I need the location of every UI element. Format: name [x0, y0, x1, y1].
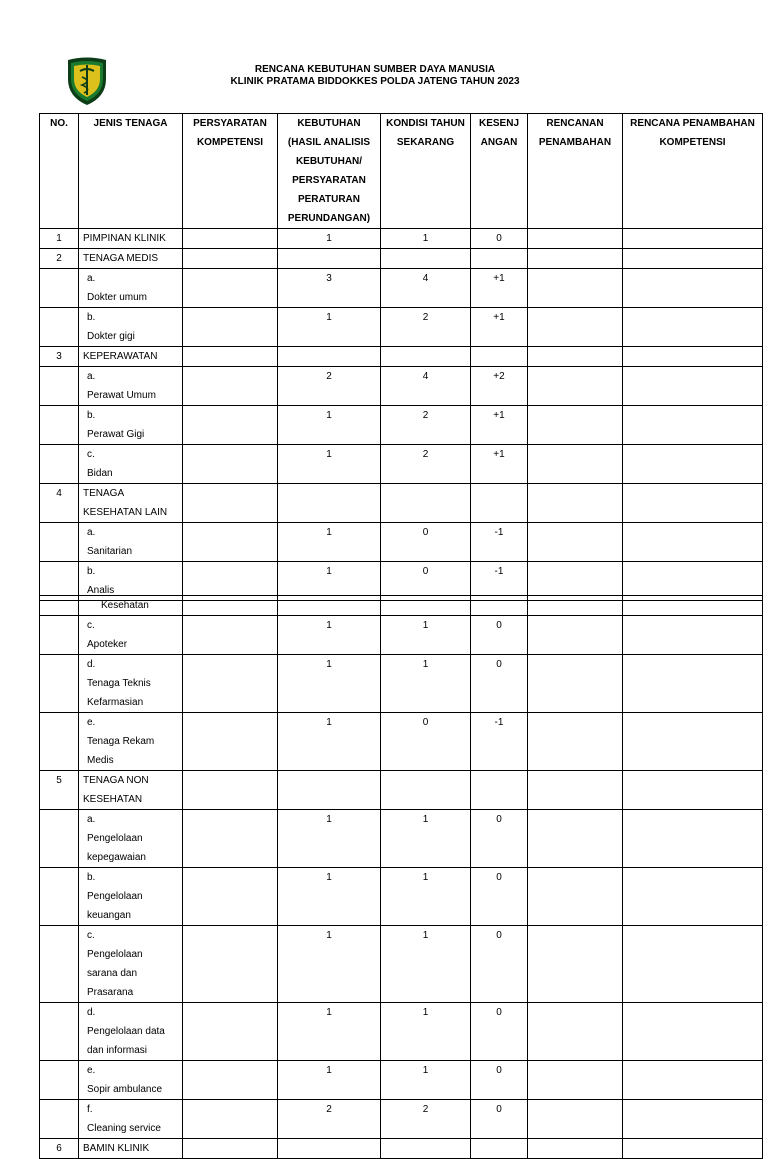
- table-row: [40, 713, 763, 771]
- cell-kesenjangan: +2: [471, 367, 528, 406]
- clinic-logo: [64, 57, 110, 107]
- cell-rencana-kompetensi: [623, 484, 763, 523]
- item-marker: a.: [87, 814, 96, 825]
- cell-rencana-penambahan: [528, 655, 623, 713]
- cell-kebutuhan: 1: [278, 445, 381, 484]
- cell-kebutuhan: [278, 771, 381, 810]
- cell-persyaratan: [183, 367, 278, 406]
- item-name: KEPERAWATAN: [83, 351, 158, 362]
- cell-kesenjangan: -1: [471, 713, 528, 771]
- cell-kesenjangan: 0: [471, 1003, 528, 1061]
- sdm-table-page-1: [39, 113, 763, 601]
- table-row: [40, 655, 763, 713]
- cell-kebutuhan: [278, 1139, 381, 1159]
- cell-rencana-penambahan: [528, 269, 623, 308]
- table-row: [40, 1061, 763, 1100]
- cell-rencana-kompetensi: [623, 713, 763, 771]
- cell-no: 3: [40, 347, 79, 367]
- cell-rencana-penambahan: [528, 810, 623, 868]
- table-row: [40, 347, 763, 367]
- cell-kebutuhan: 2: [278, 367, 381, 406]
- header-no: NO.: [40, 114, 79, 229]
- cell-rencana-penambahan: [528, 308, 623, 347]
- cell-kebutuhan: 1: [278, 713, 381, 771]
- cell-jenis-tenaga: [79, 1139, 183, 1159]
- cell-kondisi: 0: [381, 523, 471, 562]
- item-name: Pengelolaan data dan informasi: [87, 1026, 165, 1056]
- item-name: Pengelolaan kepegawaian: [87, 833, 146, 863]
- table-row: [40, 249, 763, 269]
- cell-kesenjangan: +1: [471, 445, 528, 484]
- cell-rencana-kompetensi: [623, 926, 763, 1003]
- item-name: TENAGA NON KESEHATAN: [83, 775, 149, 805]
- cell-kesenjangan: +1: [471, 406, 528, 445]
- cell-no: [40, 596, 79, 616]
- table-row: [40, 484, 763, 523]
- cell-rencana-penambahan: [528, 1061, 623, 1100]
- cell-persyaratan: [183, 445, 278, 484]
- cell-kesenjangan: [471, 484, 528, 523]
- cell-rencana-penambahan: [528, 347, 623, 367]
- cell-no: [40, 713, 79, 771]
- cell-kebutuhan: 1: [278, 229, 381, 249]
- cell-kesenjangan: -1: [471, 562, 528, 601]
- cell-kondisi: 2: [381, 406, 471, 445]
- header-jenis-tenaga: JENIS TENAGA: [79, 114, 183, 229]
- item-marker: e.: [87, 1065, 96, 1076]
- cell-no: [40, 868, 79, 926]
- item-name: Pengelolaan sarana dan Prasarana: [87, 949, 143, 998]
- cell-no: 6: [40, 1139, 79, 1159]
- item-name: Apoteker: [87, 639, 128, 650]
- cell-no: [40, 269, 79, 308]
- item-marker: b.: [87, 312, 96, 323]
- cell-rencana-penambahan: [528, 868, 623, 926]
- cell-kebutuhan: [278, 484, 381, 523]
- cell-rencana-penambahan: [528, 596, 623, 616]
- cell-persyaratan: [183, 1100, 278, 1139]
- cell-no: [40, 1061, 79, 1100]
- cell-jenis-tenaga: [79, 445, 183, 484]
- cell-persyaratan: [183, 249, 278, 269]
- cell-rencana-kompetensi: [623, 1003, 763, 1061]
- cell-rencana-penambahan: [528, 484, 623, 523]
- cell-kondisi: 2: [381, 308, 471, 347]
- cell-rencana-penambahan: [528, 523, 623, 562]
- cell-no: [40, 308, 79, 347]
- cell-no: 2: [40, 249, 79, 269]
- cell-kesenjangan: [471, 249, 528, 269]
- cell-rencana-penambahan: [528, 1139, 623, 1159]
- cell-kesenjangan: [471, 347, 528, 367]
- document-title: [180, 64, 570, 88]
- cell-kesenjangan: [471, 596, 528, 616]
- table-row: [40, 523, 763, 562]
- cell-jenis-tenaga: [79, 1061, 183, 1100]
- table-row: [40, 269, 763, 308]
- cell-no: [40, 523, 79, 562]
- cell-kondisi: 2: [381, 445, 471, 484]
- item-marker: c.: [87, 449, 95, 460]
- cell-jenis-tenaga: [79, 868, 183, 926]
- table-row: [40, 926, 763, 1003]
- cell-jenis-tenaga: [79, 1003, 183, 1061]
- cell-persyaratan: [183, 868, 278, 926]
- cell-kebutuhan: 1: [278, 406, 381, 445]
- table-row: [40, 596, 763, 616]
- item-name: Perawat Gigi: [87, 429, 145, 440]
- cell-rencana-penambahan: [528, 406, 623, 445]
- item-name: TENAGA MEDIS: [83, 253, 159, 264]
- cell-kebutuhan: 1: [278, 1003, 381, 1061]
- cell-kebutuhan: 1: [278, 1061, 381, 1100]
- item-marker: a.: [87, 371, 96, 382]
- cell-kondisi: [381, 596, 471, 616]
- cell-jenis-tenaga: [79, 810, 183, 868]
- cell-persyaratan: [183, 771, 278, 810]
- cell-no: 4: [40, 484, 79, 523]
- item-name: Tenaga Rekam Medis: [87, 736, 155, 766]
- header-kondisi: KONDISI TAHUN SEKARANG: [381, 114, 471, 229]
- cell-rencana-penambahan: [528, 249, 623, 269]
- cell-rencana-kompetensi: [623, 655, 763, 713]
- cell-kebutuhan: 1: [278, 810, 381, 868]
- cell-kesenjangan: [471, 771, 528, 810]
- cell-persyaratan: [183, 1139, 278, 1159]
- cell-jenis-tenaga: [79, 655, 183, 713]
- cell-persyaratan: [183, 810, 278, 868]
- cell-rencana-kompetensi: [623, 445, 763, 484]
- item-name: Pengelolaan keuangan: [87, 891, 143, 921]
- cell-persyaratan: [183, 484, 278, 523]
- item-name: Dokter umum: [87, 292, 148, 303]
- cell-rencana-kompetensi: [623, 229, 763, 249]
- cell-kesenjangan: 0: [471, 616, 528, 655]
- cell-kesenjangan: 0: [471, 1061, 528, 1100]
- cell-rencana-kompetensi: [623, 308, 763, 347]
- item-name: Tenaga Teknis Kefarmasian: [87, 678, 151, 708]
- cell-rencana-penambahan: [528, 1100, 623, 1139]
- item-marker: b.: [87, 410, 96, 421]
- cell-jenis-tenaga: [79, 1100, 183, 1139]
- cell-persyaratan: [183, 1003, 278, 1061]
- cell-kebutuhan: 1: [278, 655, 381, 713]
- item-marker: e.: [87, 717, 96, 728]
- cell-jenis-tenaga: [79, 523, 183, 562]
- table-row: [40, 616, 763, 655]
- cell-rencana-penambahan: [528, 771, 623, 810]
- cell-rencana-penambahan: [528, 445, 623, 484]
- item-name: Sanitarian: [87, 546, 133, 557]
- cell-kondisi: 2: [381, 1100, 471, 1139]
- cell-kebutuhan: 3: [278, 269, 381, 308]
- cell-no: [40, 1100, 79, 1139]
- cell-persyaratan: [183, 1061, 278, 1100]
- cell-jenis-tenaga: [79, 406, 183, 445]
- cell-persyaratan: [183, 926, 278, 1003]
- cell-kesenjangan: [471, 1139, 528, 1159]
- cell-kondisi: [381, 347, 471, 367]
- cell-kebutuhan: 1: [278, 926, 381, 1003]
- item-marker: d.: [87, 1007, 96, 1018]
- cell-rencana-kompetensi: [623, 1061, 763, 1100]
- cell-persyaratan: [183, 269, 278, 308]
- cell-rencana-kompetensi: [623, 1139, 763, 1159]
- item-name: PIMPINAN KLINIK: [83, 233, 166, 244]
- table-row: [40, 1139, 763, 1159]
- table-body-page-2: [40, 596, 763, 1159]
- item-marker: a.: [87, 527, 96, 538]
- cell-kondisi: 0: [381, 562, 471, 601]
- item-name: BAMIN KLINIK: [83, 1143, 150, 1154]
- cell-persyaratan: [183, 523, 278, 562]
- cell-kesenjangan: 0: [471, 655, 528, 713]
- header-kesenjangan: KESENJ ANGAN: [471, 114, 528, 229]
- item-marker: a.: [87, 273, 96, 284]
- cell-jenis-tenaga: [79, 229, 183, 249]
- cell-kesenjangan: 0: [471, 926, 528, 1003]
- cell-kondisi: 1: [381, 616, 471, 655]
- cell-jenis-tenaga: [79, 367, 183, 406]
- item-name: Dokter gigi: [87, 331, 135, 342]
- cell-persyaratan: [183, 655, 278, 713]
- cell-rencana-kompetensi: [623, 249, 763, 269]
- cell-rencana-kompetensi: [623, 616, 763, 655]
- title-line-2: KLINIK PRATAMA BIDDOKKES POLDA JATENG TAHUN 2023: [230, 76, 520, 87]
- cell-persyaratan: [183, 308, 278, 347]
- cell-kebutuhan: 1: [278, 308, 381, 347]
- item-name: Kesehatan: [101, 600, 149, 611]
- cell-kebutuhan: [278, 249, 381, 269]
- item-name: Analis: [87, 585, 115, 596]
- table-row: [40, 1100, 763, 1139]
- cell-kebutuhan: [278, 347, 381, 367]
- cell-rencana-kompetensi: [623, 810, 763, 868]
- cell-no: [40, 406, 79, 445]
- table-row: [40, 810, 763, 868]
- item-marker: c.: [87, 620, 95, 631]
- cell-kebutuhan: 1: [278, 868, 381, 926]
- cell-kondisi: [381, 249, 471, 269]
- header-persyaratan: PERSYARATAN KOMPETENSI: [183, 114, 278, 229]
- item-marker: d.: [87, 659, 96, 670]
- cell-persyaratan: [183, 406, 278, 445]
- cell-jenis-tenaga: [79, 269, 183, 308]
- cell-rencana-kompetensi: [623, 596, 763, 616]
- cell-rencana-kompetensi: [623, 523, 763, 562]
- cell-kesenjangan: 0: [471, 229, 528, 249]
- cell-kesenjangan: 0: [471, 1100, 528, 1139]
- cell-rencana-penambahan: [528, 1003, 623, 1061]
- cell-rencana-penambahan: [528, 616, 623, 655]
- cell-rencana-kompetensi: [623, 347, 763, 367]
- cell-kondisi: 4: [381, 367, 471, 406]
- cell-rencana-kompetensi: [623, 367, 763, 406]
- cell-jenis-tenaga: [79, 308, 183, 347]
- cell-jenis-tenaga: [79, 249, 183, 269]
- cell-kesenjangan: +1: [471, 308, 528, 347]
- cell-rencana-kompetensi: [623, 406, 763, 445]
- cell-kondisi: 1: [381, 1061, 471, 1100]
- cell-kebutuhan: [278, 596, 381, 616]
- cell-rencana-kompetensi: [623, 1100, 763, 1139]
- cell-no: [40, 445, 79, 484]
- cell-kebutuhan: 1: [278, 523, 381, 562]
- item-marker: f.: [87, 1104, 93, 1115]
- table-row: [40, 445, 763, 484]
- item-name: Bidan: [87, 468, 113, 479]
- cell-jenis-tenaga: [79, 616, 183, 655]
- cell-no: [40, 810, 79, 868]
- cell-jenis-tenaga: [79, 347, 183, 367]
- cell-kondisi: [381, 484, 471, 523]
- cell-rencana-kompetensi: [623, 771, 763, 810]
- sdm-table-page-2: [39, 595, 763, 1159]
- cell-rencana-penambahan: [528, 367, 623, 406]
- item-marker: b.: [87, 872, 96, 883]
- cell-kondisi: [381, 1139, 471, 1159]
- table-body-page-1: [40, 229, 763, 601]
- table-row: [40, 1003, 763, 1061]
- cell-kondisi: 1: [381, 868, 471, 926]
- cell-persyaratan: [183, 229, 278, 249]
- cell-kesenjangan: 0: [471, 868, 528, 926]
- cell-kesenjangan: -1: [471, 523, 528, 562]
- table-row: [40, 406, 763, 445]
- cell-kesenjangan: 0: [471, 810, 528, 868]
- cell-no: [40, 926, 79, 1003]
- cell-persyaratan: [183, 347, 278, 367]
- title-line-1: RENCANA KEBUTUHAN SUMBER DAYA MANUSIA: [254, 64, 496, 75]
- cell-kondisi: [381, 771, 471, 810]
- cell-kondisi: 1: [381, 926, 471, 1003]
- cell-kondisi: 0: [381, 713, 471, 771]
- cell-kondisi: 1: [381, 810, 471, 868]
- cell-kebutuhan: 2: [278, 1100, 381, 1139]
- cell-kondisi: 4: [381, 269, 471, 308]
- cell-no: [40, 655, 79, 713]
- table-row: [40, 229, 763, 249]
- cell-rencana-kompetensi: [623, 868, 763, 926]
- cell-rencana-kompetensi: [623, 269, 763, 308]
- item-marker: b.: [87, 566, 96, 577]
- cell-rencana-penambahan: [528, 926, 623, 1003]
- header-rencana-penambahan: RENCANAN PENAMBAHAN: [528, 114, 623, 229]
- cell-jenis-tenaga: [79, 926, 183, 1003]
- cell-kondisi: 1: [381, 1003, 471, 1061]
- table-row: [40, 771, 763, 810]
- cell-kondisi: 1: [381, 229, 471, 249]
- cell-kebutuhan: 1: [278, 562, 381, 601]
- table-row: [40, 308, 763, 347]
- cell-jenis-tenaga: [79, 771, 183, 810]
- cell-persyaratan: [183, 713, 278, 771]
- cell-no: [40, 1003, 79, 1061]
- cell-jenis-tenaga: [79, 596, 183, 616]
- cell-kesenjangan: +1: [471, 269, 528, 308]
- cell-no: 1: [40, 229, 79, 249]
- item-name: TENAGA KESEHATAN LAIN: [83, 488, 168, 518]
- cell-kebutuhan: 1: [278, 616, 381, 655]
- item-name: Sopir ambulance: [87, 1084, 163, 1095]
- cell-no: 5: [40, 771, 79, 810]
- header-kebutuhan: KEBUTUHAN (HASIL ANALISIS KEBUTUHAN/ PERSYARATAN PERATURAN PERUNDANGAN): [278, 114, 381, 229]
- table-row: [40, 868, 763, 926]
- table-row: [40, 367, 763, 406]
- cell-no: [40, 367, 79, 406]
- cell-persyaratan: [183, 596, 278, 616]
- item-name: Cleaning service: [87, 1123, 161, 1134]
- cell-kondisi: 1: [381, 655, 471, 713]
- cell-no: [40, 616, 79, 655]
- cell-rencana-penambahan: [528, 713, 623, 771]
- header-rencana-kompetensi: RENCANA PENAMBAHAN KOMPETENSI: [623, 114, 763, 229]
- cell-persyaratan: [183, 616, 278, 655]
- item-name: Perawat Umum: [87, 390, 156, 401]
- cell-jenis-tenaga: [79, 484, 183, 523]
- cell-rencana-penambahan: [528, 229, 623, 249]
- item-marker: c.: [87, 930, 95, 941]
- cell-jenis-tenaga: [79, 713, 183, 771]
